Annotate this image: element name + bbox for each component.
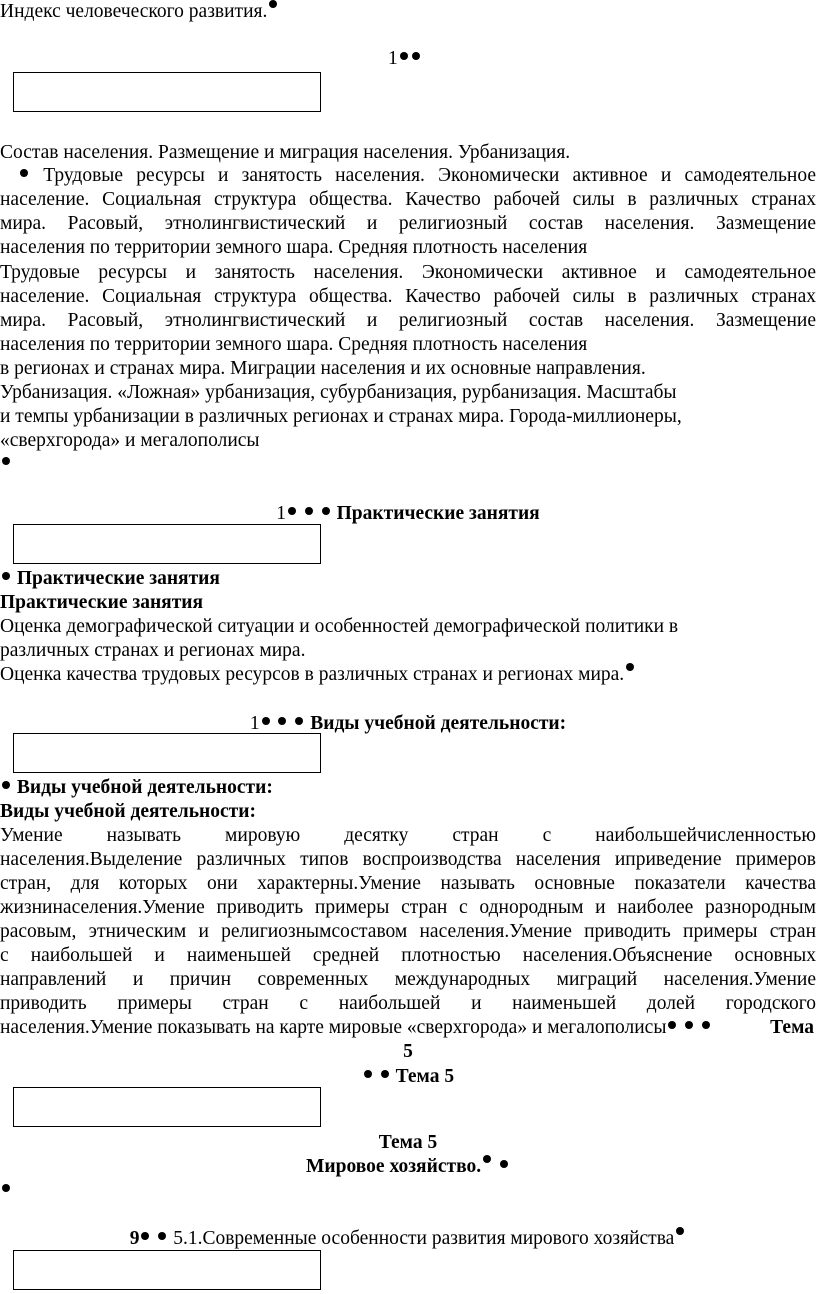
section-line: Состав населения. Размещение и миграция населения. Урбанизация.: [0, 142, 571, 163]
section-line: населения по территории земного шара. Средняя плотность населения: [0, 334, 588, 355]
section-line: Трудовые ресурсы и занятость населения. Экономически активное и самодеятельное: [0, 164, 816, 188]
bullet-row: [0, 452, 816, 476]
activities-line: направлений и причин современных международных миграций населения.Умение: [0, 969, 816, 990]
bullet-icon: [676, 1227, 684, 1235]
bullet-icon: [2, 572, 10, 580]
activities-subheading: Виды учебной деятельности:: [0, 776, 816, 800]
section-line: населения по территории земного шара. Средняя плотность населения: [0, 237, 588, 258]
bullet-icon: [702, 1021, 710, 1029]
heading-text: Индекс человеческого развития.: [0, 1, 268, 22]
section-line: мира. Расовый, этнолингвистический и религиозный состав населения. Зазмещение: [0, 213, 816, 234]
form-field-box[interactable]: [13, 524, 321, 564]
activities-line: Умение называть мировую десятку стран с наибольшейчисленностью: [0, 825, 816, 846]
practice-line: Оценка демографической ситуации и особенностей демографической политики в: [0, 616, 679, 637]
form-field-box[interactable]: [13, 733, 321, 773]
section-line: «сверхгорода» и мегалополисы: [0, 430, 260, 451]
bullet-icon: [305, 507, 313, 515]
form-field-box[interactable]: [13, 1087, 321, 1127]
document-heading: [0, 0, 816, 24]
practice-subheading: Практические занятия: [0, 567, 816, 591]
bullet-icon: [269, 0, 277, 8]
bullet-icon: [483, 1155, 491, 1163]
activities-line: расовым, этническим и религиознымсоставом населения.Умение приводить примеры стран: [0, 921, 816, 942]
bullet-icon: [262, 717, 270, 725]
activities-line: стран, для которых они характерны.Умение называть основные показатели качества: [0, 873, 816, 894]
bullet-icon: [322, 507, 330, 515]
activities-line: с наибольшей и наименьшей средней плотностью населения.Объяснение основных: [0, 945, 816, 966]
section-line: население. Социальная структура общества. Качество рабочей силы в различных странах: [0, 189, 816, 210]
activities-header-row: 1 Виды учебной деятельности:: [249, 713, 567, 734]
activities-line: населения.Умение показывать на карте мировые «сверхгорода» и мегалополисы Тема: [0, 1017, 814, 1038]
bullet-icon: [412, 52, 420, 60]
bullet-icon: [364, 1070, 372, 1078]
section-line: население. Социальная структура общества. Качество рабочей силы в различных странах: [0, 286, 816, 307]
subsection-header-row: [0, 1227, 816, 1251]
bullet-icon: [288, 507, 296, 515]
bullet-icon: [381, 1070, 389, 1078]
topic-header-row: [0, 1065, 816, 1089]
topic-number: 5: [403, 1041, 413, 1062]
section-line: в регионах и странах мира. Миграции населения и их основные направления.: [0, 358, 646, 379]
hours-number: 9: [129, 1228, 140, 1249]
bullet-icon: [158, 1232, 166, 1240]
activities-line: жизнинаселения.Умение приводить примеры стран с однородным и наиболее разнородным: [0, 897, 816, 918]
topic-heading: Тема 5: [378, 1132, 438, 1153]
topic-subtitle-row: [0, 1155, 816, 1179]
activities-subheading: Виды учебной деятельности:: [0, 801, 256, 822]
practice-line: различных странах и регионах мира.: [0, 640, 306, 661]
activities-title: Виды учебной деятельности:: [310, 713, 567, 734]
section-line: и темпы урбанизации в различных регионах и странах мира. Города-миллионеры,: [0, 406, 682, 427]
bullet-icon: [2, 457, 10, 465]
activities-line: приводить примеры стран с наибольшей и наименьшей долей городского: [0, 993, 816, 1014]
bullet-icon: [141, 1232, 149, 1240]
section-line: Урбанизация. «Ложная» урбанизация, субурбанизация, рурбанизация. Масштабы: [0, 382, 677, 403]
topic-subtitle: Мировое хозяйство.: [306, 1156, 482, 1177]
bullet-icon: [400, 52, 408, 60]
hours-row: [388, 47, 422, 71]
bullet-icon: [278, 717, 286, 725]
bullet-icon: [626, 663, 634, 671]
form-field-box[interactable]: [13, 1250, 321, 1290]
bullet-icon: [500, 1160, 508, 1168]
bullet-icon: [2, 781, 10, 789]
bullet-icon: [2, 1184, 10, 1192]
topic-title: Тема 5: [395, 1066, 455, 1087]
practice-title: Практические занятия: [336, 503, 540, 524]
practice-subheading: Практические занятия: [0, 592, 204, 613]
bullet-icon: [685, 1021, 693, 1029]
practice-line: Оценка качества трудовых ресурсов в различных странах и регионах мира.: [0, 663, 816, 687]
bullet-icon: [20, 169, 28, 177]
section-line: Трудовые ресурсы и занятость населения. Экономически активное и самодеятельное: [0, 262, 816, 283]
form-field-box[interactable]: [13, 72, 321, 112]
bullet-row: [0, 1179, 816, 1203]
bullet-icon: [668, 1021, 676, 1029]
topic-label: Тема: [770, 1017, 814, 1038]
subsection-title: 5.1.Современные особенности развития мирового хозяйства: [173, 1228, 675, 1249]
activities-line: населения.Выделение различных типов воспроизводства населения иприведение примеров: [0, 849, 816, 870]
hours-number: 1: [388, 48, 398, 69]
practice-header-row: 1 Практические занятия: [276, 503, 540, 524]
bullet-icon: [295, 717, 303, 725]
section-line: мира. Расовый, этнолингвистический и религиозный состав населения. Зазмещение: [0, 310, 816, 331]
